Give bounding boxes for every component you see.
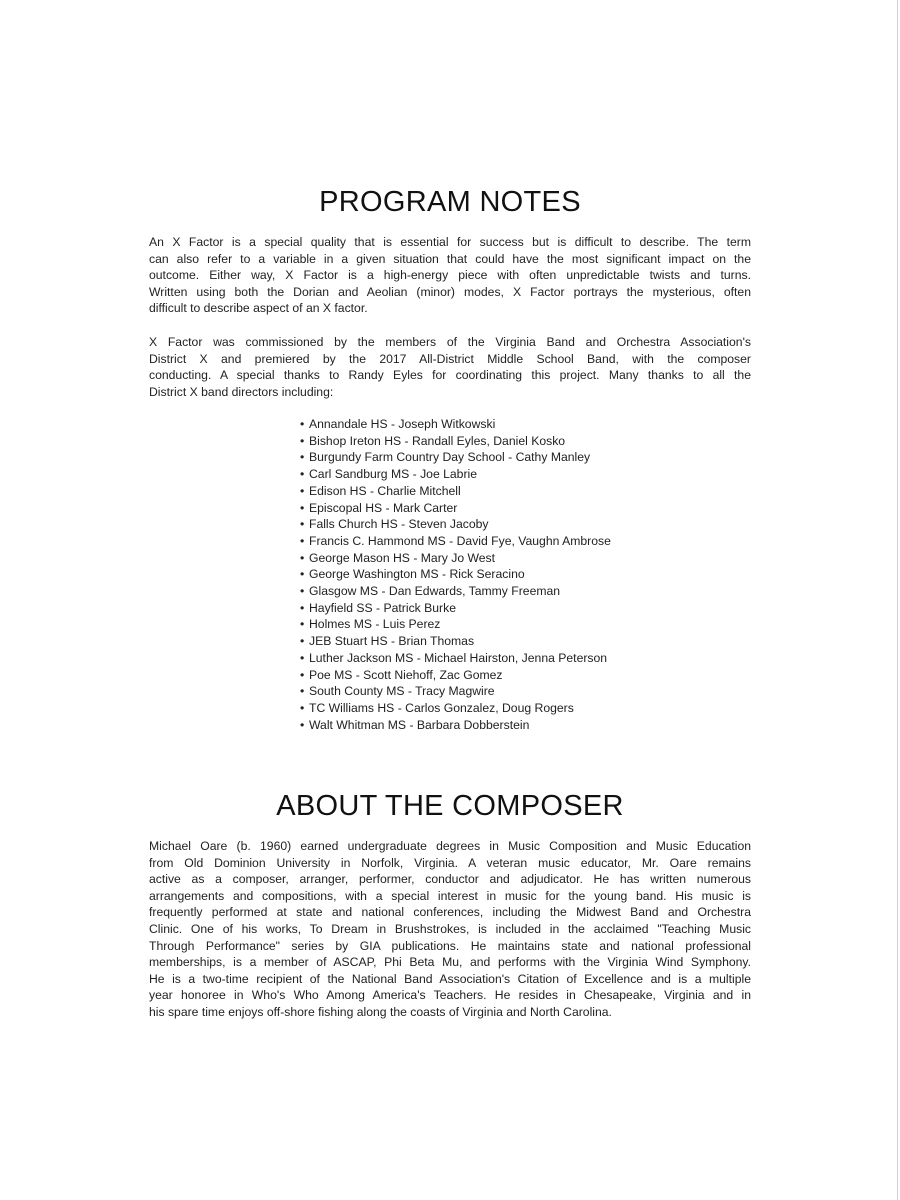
band-directors-list [300, 416, 611, 733]
text-line: active as a composer, arranger, performer, conductor and adjudicator. He has written numerous [149, 872, 751, 887]
text-line: conducting. A special thanks to Randy Eyles for coordinating this project. Many thanks to all the [149, 368, 751, 383]
text-line: difficult to describe aspect of an X factor. [149, 301, 368, 316]
text-line: Clinic. One of his works, To Dream in Brushstrokes, is included in the acclaimed "Teaching Music [149, 921, 751, 936]
text-line: Through Performance" series by GIA publications. He maintains state and national professional [149, 938, 751, 953]
list-item: • Annandale HS - Joseph Witkowski [300, 416, 611, 433]
list-item: • Walt Whitman MS - Barbara Dobberstein [300, 717, 611, 734]
list-item: • South County MS - Tracy Magwire [300, 683, 611, 700]
list-item: • JEB Stuart HS - Brian Thomas [300, 633, 611, 650]
page-edge-divider [897, 0, 898, 1200]
list-item: • Holmes MS - Luis Perez [300, 616, 611, 633]
text-line: District X band directors including: [149, 384, 334, 399]
list-item: • Falls Church HS - Steven Jacoby [300, 516, 611, 533]
text-line: frequently performed at state and national conferences, including the Midwest Band and Orchestra [149, 905, 751, 920]
list-item: • Francis C. Hammond MS - David Fye, Vaughn Ambrose [300, 533, 611, 550]
text-line: Michael Oare (b. 1960) earned undergraduate degrees in Music Composition and Music Education [149, 839, 751, 853]
text-line: X Factor was commissioned by the members of the Virginia Band and Orchestra Association's [149, 335, 751, 349]
program-notes-paragraph-1 [149, 234, 751, 317]
about-composer-heading: ABOUT THE COMPOSER [276, 790, 624, 822]
text-line: District X and premiered by the 2017 All-District Middle School Band, with the composer [149, 351, 751, 366]
list-item: • Bishop Ireton HS - Randall Eyles, Daniel Kosko [300, 433, 611, 450]
text-line: from Old Dominion University in Norfolk, Virginia. A veteran music educator, Mr. Oare remains [149, 855, 751, 870]
list-item: • Luther Jackson MS - Michael Hairston, Jenna Peterson [300, 650, 611, 667]
list-item: • George Mason HS - Mary Jo West [300, 550, 611, 567]
text-line: An X Factor is a special quality that is essential for success but is difficult to describe. The term [149, 235, 751, 249]
list-item: • Episcopal HS - Mark Carter [300, 500, 611, 517]
list-item: • George Washington MS - Rick Seracino [300, 566, 611, 583]
list-item: • Glasgow MS - Dan Edwards, Tammy Freeman [300, 583, 611, 600]
list-item: • Burgundy Farm Country Day School - Cathy Manley [300, 449, 611, 466]
text-line: his spare time enjoys off-shore fishing along the coasts of Virginia and North Carolina. [149, 1004, 612, 1019]
list-item: • Carl Sandburg MS - Joe Labrie [300, 466, 611, 483]
about-composer-paragraph [149, 838, 751, 1021]
list-item: • TC Williams HS - Carlos Gonzalez, Doug Rogers [300, 700, 611, 717]
list-item: • Hayfield SS - Patrick Burke [300, 600, 611, 617]
text-line: Written using both the Dorian and Aeolian (minor) modes, X Factor portrays the mysterious, often [149, 284, 751, 299]
text-line: year honoree in Who's Who Among America's Teachers. He resides in Chesapeake, Virginia and in [149, 988, 751, 1003]
text-line: can also refer to a variable in a given situation that could have the most significant impact on the [149, 251, 751, 266]
program-notes-heading: PROGRAM NOTES [319, 186, 581, 218]
text-line: memberships, is a member of ASCAP, Phi Beta Mu, and performs with the Virginia Wind Symphony. [149, 955, 751, 970]
text-line: arrangements and compositions, with a special interest in music for the young band. His music is [149, 888, 751, 903]
program-notes-paragraph-2 [149, 334, 751, 400]
text-line: outcome. Either way, X Factor is a high-energy piece with often unpredictable twists and turns. [149, 268, 751, 283]
text-line: He is a two-time recipient of the National Band Association's Citation of Excellence and is a multiple [149, 971, 751, 986]
list-item: • Edison HS - Charlie Mitchell [300, 483, 611, 500]
list-item: • Poe MS - Scott Niehoff, Zac Gomez [300, 667, 611, 684]
